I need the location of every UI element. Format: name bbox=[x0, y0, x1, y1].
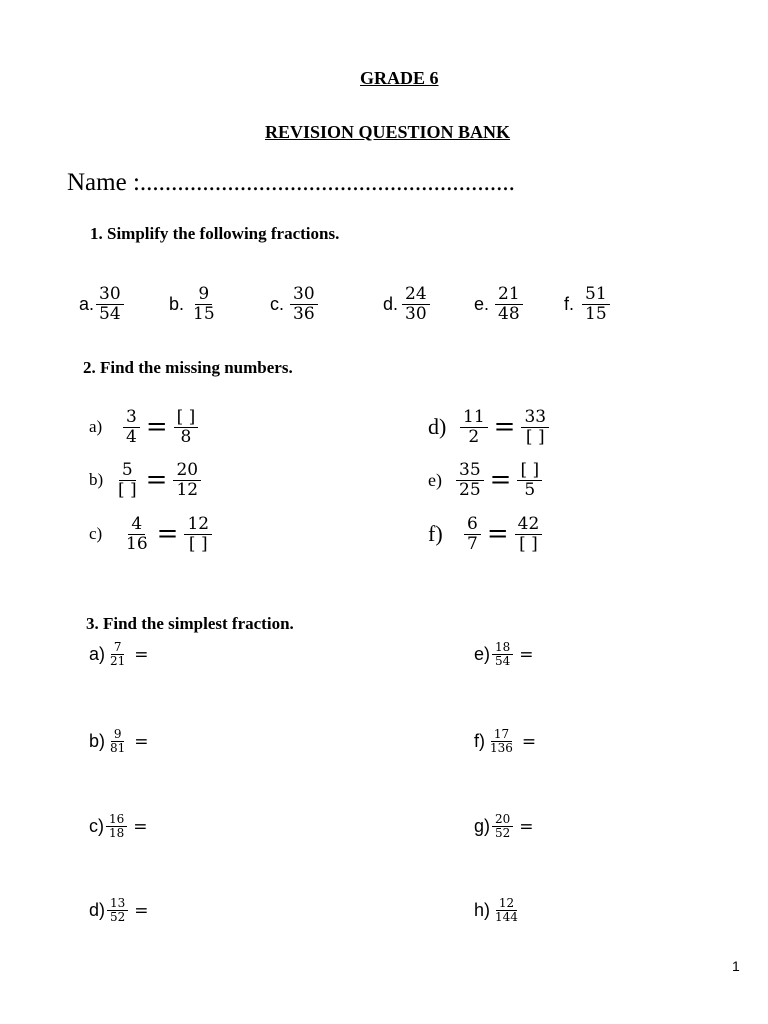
q2-item-c bbox=[89, 515, 212, 553]
fraction: $\frac{21}{48}$ bbox=[495, 285, 523, 323]
fraction: $\frac{18}{54}$ bbox=[492, 641, 513, 668]
fraction: $\frac{17}{136}$ bbox=[490, 727, 513, 756]
equals-sign: = bbox=[486, 519, 509, 550]
item-label: b. bbox=[169, 293, 185, 314]
equals-sign: = bbox=[489, 465, 512, 496]
equals-sign: = bbox=[134, 731, 149, 752]
fraction: $\frac{13}{52}$ bbox=[107, 897, 128, 924]
item-label: g) bbox=[474, 816, 491, 837]
item-label: b) bbox=[89, 470, 104, 490]
fraction-left: $\frac{6}{7}$ bbox=[464, 515, 481, 553]
item-label: a. bbox=[79, 293, 95, 314]
fraction: $\frac{30}{54}$ bbox=[96, 285, 124, 323]
fraction: $\frac{9}{15}$ bbox=[193, 284, 215, 324]
name-field-label: Name :............................................................ bbox=[67, 169, 515, 196]
fraction-left: $\frac{3}{4}$ bbox=[123, 408, 140, 446]
grade-title: GRADE 6 bbox=[360, 68, 439, 88]
equals-sign: = bbox=[519, 644, 534, 665]
equals-sign: = bbox=[134, 900, 149, 921]
equals-sign: = bbox=[145, 412, 168, 443]
fraction: $\frac{20}{52}$ bbox=[492, 813, 513, 840]
fraction-left: $\frac{5}{[ ]}$ bbox=[118, 460, 137, 500]
fraction: $\frac{30}{36}$ bbox=[290, 285, 318, 323]
fraction-left: $\frac{35}{25}$ bbox=[456, 461, 484, 499]
page-number: 1 bbox=[732, 958, 740, 974]
question-3-heading: 3. Find the simplest fraction. bbox=[86, 614, 294, 633]
q2-item-a bbox=[89, 408, 198, 446]
q3-item-b bbox=[89, 728, 155, 755]
q1-item-e bbox=[474, 285, 523, 323]
fraction-right: $\frac{[ ]}{8}$ bbox=[174, 408, 199, 446]
fraction-left: $\frac{4}{16}$ bbox=[126, 514, 148, 554]
item-label: c) bbox=[89, 524, 103, 544]
q3-item-g bbox=[474, 813, 540, 840]
equals-sign: = bbox=[521, 731, 537, 752]
item-label: e) bbox=[474, 644, 491, 665]
fraction-right: $\frac{33}{[ ]}$ bbox=[521, 408, 549, 446]
item-label: b) bbox=[89, 731, 106, 752]
q3-item-c bbox=[89, 813, 154, 840]
q3-item-e bbox=[474, 641, 540, 668]
question-1-heading: 1. Simplify the following fractions. bbox=[90, 224, 340, 243]
q1-item-d bbox=[383, 285, 430, 323]
fraction: $\frac{7}{21}$ bbox=[110, 640, 126, 669]
equals-sign: = bbox=[145, 465, 168, 496]
item-label: a) bbox=[89, 417, 103, 437]
equals-sign: = bbox=[519, 816, 534, 837]
q3-item-d bbox=[89, 897, 155, 924]
q2-item-d bbox=[428, 408, 549, 446]
equals-sign: = bbox=[156, 519, 179, 550]
q2-item-f bbox=[428, 515, 542, 553]
fraction: $\frac{51}{15}$ bbox=[582, 285, 610, 323]
equals-sign: = bbox=[493, 412, 516, 443]
fraction: $\frac{9}{81}$ bbox=[110, 727, 126, 756]
item-label: e) bbox=[428, 469, 442, 490]
item-label: a) bbox=[89, 644, 106, 665]
q1-item-b bbox=[169, 285, 218, 323]
q3-item-f bbox=[474, 728, 542, 755]
fraction: $\frac{12}{144}$ bbox=[495, 896, 518, 925]
question-2-heading: 2. Find the missing numbers. bbox=[83, 358, 293, 377]
item-label: e. bbox=[474, 293, 490, 314]
q3-item-h bbox=[474, 897, 521, 924]
q2-item-e bbox=[428, 461, 542, 499]
item-label: c. bbox=[270, 293, 285, 314]
q2-item-b bbox=[89, 461, 201, 499]
item-label: d) bbox=[89, 900, 106, 921]
fraction: $\frac{16}{18}$ bbox=[106, 813, 127, 840]
equals-sign: = bbox=[134, 644, 149, 665]
fraction-right: $\frac{12}{[ ]}$ bbox=[184, 515, 212, 553]
q1-item-f bbox=[564, 285, 610, 323]
item-label: c) bbox=[89, 816, 104, 837]
item-label: f) bbox=[474, 731, 485, 752]
fraction-right: $\frac{20}{12}$ bbox=[173, 461, 201, 499]
fraction-left: $\frac{11}{2}$ bbox=[460, 408, 488, 446]
fraction: $\frac{24}{30}$ bbox=[402, 285, 430, 323]
q1-item-a bbox=[79, 285, 124, 323]
item-label: h) bbox=[474, 900, 491, 921]
item-label: f. bbox=[564, 293, 575, 314]
document-subtitle: REVISION QUESTION BANK bbox=[265, 122, 511, 142]
fraction-right: $\frac{[ ]}{5}$ bbox=[517, 461, 542, 499]
item-label: d) bbox=[428, 414, 447, 440]
fraction-right: $\frac{42}{[ ]}$ bbox=[515, 515, 543, 553]
q3-item-a bbox=[89, 641, 155, 668]
q1-item-c bbox=[270, 285, 318, 323]
equals-sign: = bbox=[133, 816, 148, 837]
item-label: d. bbox=[383, 293, 399, 314]
item-label: f) bbox=[428, 521, 443, 547]
